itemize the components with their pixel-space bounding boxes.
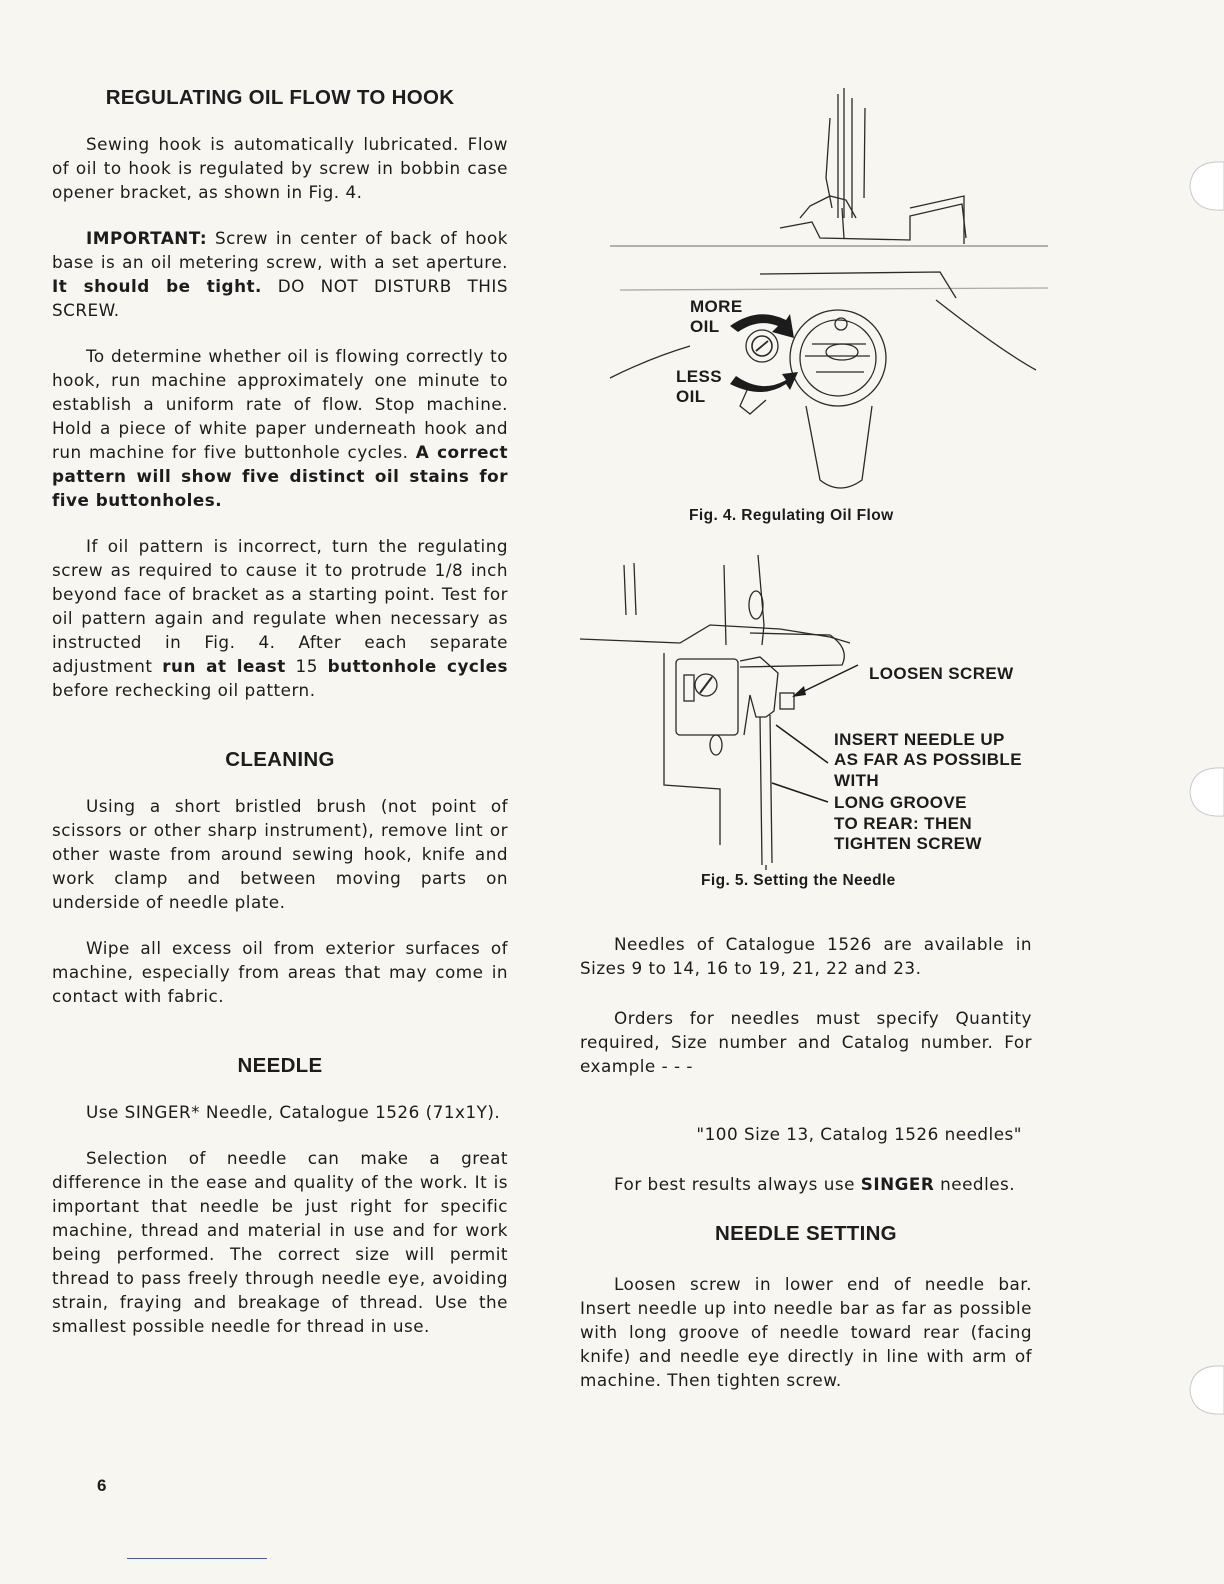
oil-p4-mid: 15 <box>285 656 328 676</box>
oil-paragraph-2 <box>52 226 508 322</box>
binder-tab-middle <box>1172 766 1224 820</box>
page-number: 6 <box>97 1476 107 1495</box>
fig4-caption: Fig. 4. Regulating Oil Flow <box>689 507 894 524</box>
right-column <box>580 932 1032 1392</box>
important-label: IMPORTANT: <box>86 228 208 248</box>
needle-orders-paragraph: Orders for needles must specify Quantity required, Size number and Catalog number. For example - - - <box>580 1008 1032 1076</box>
needle-setting-paragraph: Loosen screw in lower end of needle bar. Insert needle up into needle bar as far as possible with long groove of needle toward rear (facing knife) and needle eye directly in line with arm of machine. Then tighten screw. <box>580 1274 1032 1390</box>
cleaning-paragraph-2: Wipe all excess oil from exterior surfaces of machine, especially from areas that may come in contact with fabric. <box>52 938 508 1006</box>
best-results-text-a: For best results always use <box>614 1174 861 1194</box>
fig5-instruction-line-2: AS FAR AS POSSIBLE <box>834 750 1022 769</box>
oil-p3-bold: A correct pattern will show five distinct oil stains for five buttonholes. <box>52 442 508 510</box>
oil-p4-bold-2: buttonhole cycles <box>327 656 508 676</box>
fig4-more-label: MORE <box>690 297 743 316</box>
fig4-illustration <box>580 88 1050 508</box>
fig4-oil-label-1: OIL <box>690 317 720 336</box>
fig5-loosen-screw-label: LOOSEN SCREW <box>869 664 1014 683</box>
needle-setting-heading: NEEDLE SETTING <box>715 1222 897 1245</box>
needle-paragraph-1: Use SINGER* Needle, Catalogue 1526 (71x1Y). <box>86 1102 501 1122</box>
fig5-instruction-line-3: WITH <box>834 771 880 790</box>
fig4-less-label: LESS <box>676 367 723 386</box>
needle-paragraph-2: Selection of needle can make a great difference in the ease and quality of the work. It is important that needle be just right for specific machine, thread and material in use and for work being performed. The correct size will permit thread to pass freely through needle eye, avoiding strain, fraying and breakage of thread. Use the smallest possible needle for thread in use. <box>52 1148 508 1336</box>
oil-p2-text-b: DO NOT DISTURB THIS SCREW. <box>52 276 508 320</box>
fig5-instruction-line-4: LONG GROOVE <box>834 793 967 812</box>
oil-paragraph-3 <box>52 344 508 512</box>
oil-p2-text-a: Screw in center of back of hook base is an oil metering screw, with a set aperture. <box>52 228 508 272</box>
fig5-instruction-line-1: INSERT NEEDLE UP <box>834 730 1005 749</box>
fig5-caption: Fig. 5. Setting the Needle <box>701 872 896 889</box>
oil-paragraph-1: Sewing hook is automatically lubricated. Flow of oil to hook is regulated by screw in bobbin case opener bracket, as shown in Fig. 4. <box>52 134 508 202</box>
needle-availability-paragraph: Needles of Catalogue 1526 are available in Sizes 9 to 14, 16 to 19, 21, 22 and 23. <box>580 934 1032 978</box>
fig5-instruction-line-5: TO REAR: THEN <box>834 814 973 833</box>
oil-flow-heading: REGULATING OIL FLOW TO HOOK <box>105 86 455 109</box>
oil-p4-text-a: If oil pattern is incorrect, turn the regulating screw as required to cause it to protrude 1/8 inch beyond face of bracket as a starting point. Test for oil pattern again and regulate when necessary as instructed in Fig. 4. After each separate adjustment <box>52 536 508 676</box>
oil-p4-bold-1: run at least <box>162 656 286 676</box>
binder-tab-top <box>1172 160 1224 214</box>
oil-p2-bold: It should be tight. <box>52 276 262 296</box>
needle-heading: NEEDLE <box>237 1054 323 1077</box>
binder-tab-bottom <box>1172 1364 1224 1418</box>
fig5-instruction-line-6: TIGHTEN SCREW <box>834 834 982 853</box>
oil-p4-text-b: before rechecking oil pattern. <box>52 680 316 700</box>
oil-p3-text: To determine whether oil is flowing correctly to hook, run machine approximately one minute to establish a uniform rate of flow. Stop machine. Hold a piece of white paper underneath hook and run machine for five buttonhole cycles. <box>52 346 508 462</box>
fig4-oil-label-2: OIL <box>676 387 706 406</box>
fig5-illustration <box>580 545 1050 870</box>
needle-order-example: "100 Size 13, Catalog 1526 needles" <box>696 1124 1022 1144</box>
bottom-rule <box>127 1558 267 1559</box>
singer-brand: SINGER <box>860 1174 935 1194</box>
cleaning-heading: CLEANING <box>225 748 335 771</box>
left-column <box>52 86 508 1338</box>
oil-paragraph-4 <box>52 534 508 702</box>
best-results-text-b: needles. <box>934 1174 1016 1194</box>
cleaning-paragraph-1: Using a short bristled brush (not point of scissors or other sharp instrument), remove lint or other waste from around sewing hook, knife and work clamp and between moving parts on underside of needle plate. <box>52 796 508 912</box>
best-results-paragraph <box>580 1172 1032 1196</box>
